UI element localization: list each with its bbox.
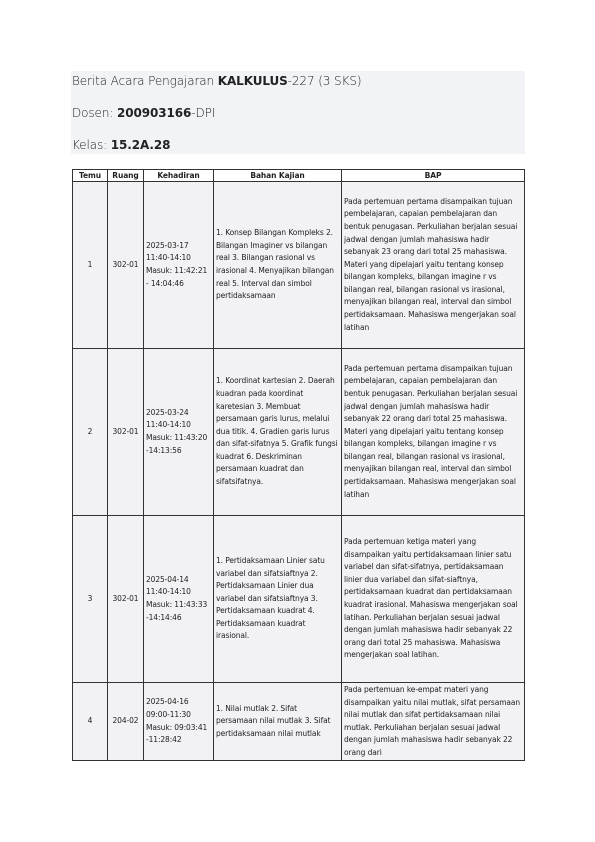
temu-cell: 3 [73, 516, 108, 683]
header-bap: BAP [342, 170, 525, 182]
document-header [71, 71, 525, 154]
ruang-cell: 302-01 [108, 182, 144, 349]
course-name: KALKULUS [217, 74, 288, 88]
temu-cell: 2 [73, 349, 108, 516]
lecturer-id: 200903166 [116, 106, 192, 120]
bap-cell: Pada pertemuan ketiga materi yang disampaikan yaitu pertidaksamaan linier satu variabel dan sifat-sifatnya, pertidaksamaan linier dua variabel dan sifat-siaftnya, pertidaksamaan kuadrat dan pertidaksamaan kuadrat irasional. Mahasiswa mengerjakan soal latihan. Perkuliahan berjalan sesuai jadwal dengan jumlah mahasiswa hadir sebanyak 22 orang dari total 25 mahasiswa. Mahasiswa mengerjakan soal latihan. [342, 516, 525, 683]
temu-cell: 4 [73, 683, 108, 761]
table-row [73, 349, 525, 516]
bap-cell: Pada pertemuan pertama disampaikan tujuan pembelajaran, capaian pembelajaran dan bentuk penugasan. Perkuliahan berjalan sesuai jadwal dengan jumlah mahasiswa hadir sebanyak 23 orang dari total 25 mahasiswa. Materi yang dipelajari yaitu tentang konsep bilangan kompleks, bilangan imagine r vs bilangan real, bilangan rasional vs irasional, menyajikan bilangan real, interval dan simbol pertidaksamaan. Mahasiswa mengerjakan soal latihan [342, 182, 525, 349]
bahan-kajian-cell: 1. Konsep Bilangan Kompleks 2. Bilangan Imaginer vs bilangan real 3. Bilangan rasional vs irasional 4. Menyajikan bilangan real 5. Interval dan simbol pertidaksamaan [214, 182, 342, 349]
lecturer-suffix: -DPI [191, 106, 216, 120]
title-prefix: Berita Acara Pengajaran [72, 74, 218, 88]
kehadiran-cell: 2025-04-16 09:00-11:30 Masuk: 09:03:41 -11:28:42 [144, 683, 214, 761]
ruang-cell: 302-01 [108, 349, 144, 516]
class-value: 15.2A.28 [110, 138, 171, 152]
table-row [73, 182, 525, 349]
table-row [73, 683, 525, 761]
bap-cell [342, 683, 525, 761]
document-title [72, 74, 361, 88]
bahan-kajian-cell: 1. Nilai mutlak 2. Sifat persamaan nilai mutlak 3. Sifat pertidaksamaan nilai mutlak [214, 683, 342, 761]
bap-cell: Pada pertemuan pertama disampaikan tujuan pembelajaran, capaian pembelajaran dan bentuk penugasan. Perkuliahan berjalan sesuai jadwal dengan jumlah mahasiswa hadir sebanyak 22 orang dari total 25 mahasiswa. Materi yang dipelajari yaitu tentang konsep bilangan kompleks, bilangan imagine r vs bilangan real, bilangan rasional vs irasional, menyajikan bilangan real, interval dan simbol pertidaksamaan. Mahasiswa mengerjakan soal latihan [342, 349, 525, 516]
header-temu: Temu [73, 170, 108, 182]
course-code: -227 (3 SKS) [287, 74, 362, 88]
header-bahan-kajian: Bahan Kajian [214, 170, 342, 182]
bap-text-clipped: Pada pertemuan ke-empat materi yang disampaikan yaitu nilai mutlak, sifat persamaan nilai mutlak dan sifat pertidaksamaan nilai mutlak. Perkuliahan berjalan sesuai jadwal dengan jumlah mahasiswa hadir sebanyak 22 orang dari [344, 685, 521, 757]
kehadiran-cell: 2025-03-24 11:40-14:10 Masuk: 11:43:20 -14:13:56 [144, 349, 214, 516]
bahan-kajian-cell: 1. Pertidaksamaan Linier satu variabel dan sifatsiaftnya 2. Pertidaksamaan Linier dua variabel dan sifatsiaftnya 3. Pertidaksamaan kuadrat 4. Pertidaksamaan kuadrat irasional. [214, 516, 342, 683]
header-kehadiran: Kehadiran [144, 170, 214, 182]
table-row [73, 516, 525, 683]
table-header-row [73, 170, 525, 182]
lecturer-label: Dosen: [72, 106, 117, 120]
header-ruang: Ruang [108, 170, 144, 182]
ruang-cell: 302-01 [108, 516, 144, 683]
class-label: Kelas: [72, 138, 111, 152]
lecturer-line [72, 106, 215, 120]
kehadiran-cell: 2025-03-17 11:40-14:10 Masuk: 11:42:21 - 14:04:46 [144, 182, 214, 349]
temu-cell: 1 [73, 182, 108, 349]
class-line [72, 138, 170, 152]
ruang-cell: 204-02 [108, 683, 144, 761]
kehadiran-cell: 2025-04-14 11:40-14:10 Masuk: 11:43:33 -14:14:46 [144, 516, 214, 683]
bahan-kajian-cell: 1. Koordinat kartesian 2. Daerah kuadran pada koordinat karetesian 3. Membuat persamaan garis lurus, melalui dua titik. 4. Gradien garis lurus dan sifat-sifatnya 5. Grafik fungsi kuadrat 6. Deskriminan persamaan kuadrat dan sifatsifatnya. [214, 349, 342, 516]
teaching-record-table [72, 169, 525, 761]
